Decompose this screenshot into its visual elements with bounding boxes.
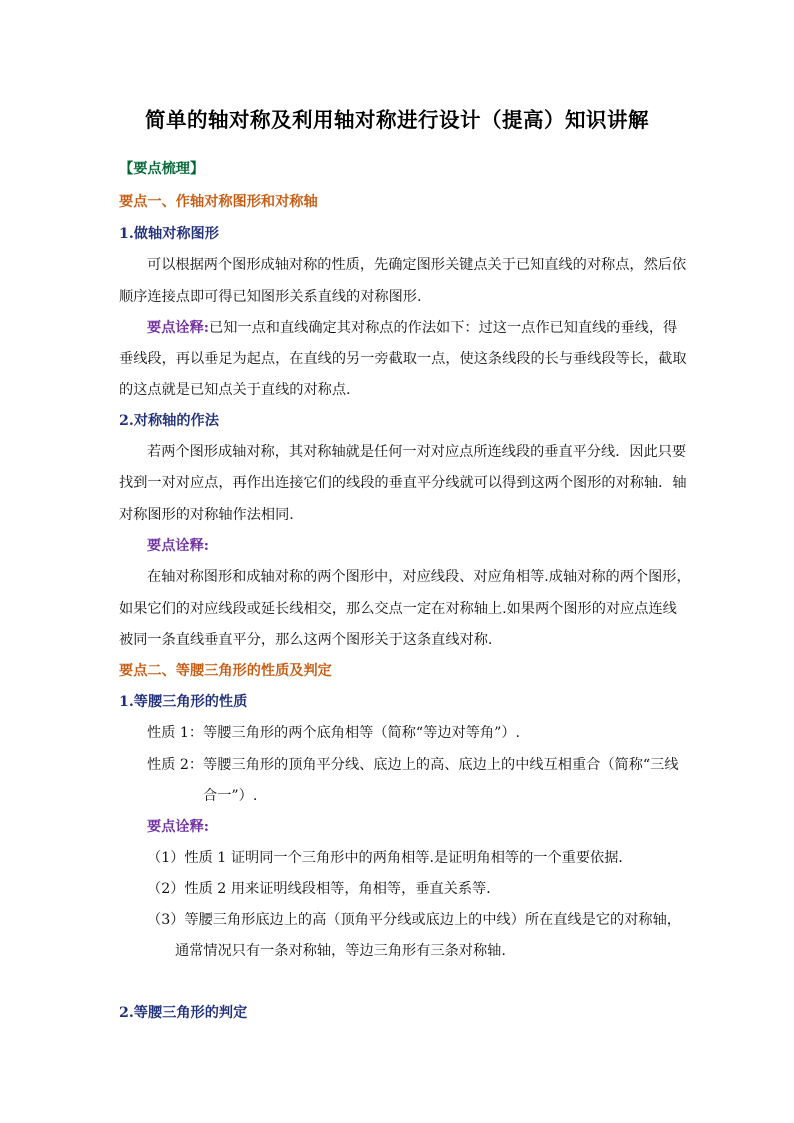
note-label: 要点诠释: bbox=[147, 819, 209, 835]
paragraph-line: 对称图形的对称轴作法相同. bbox=[119, 507, 294, 523]
note-text: 已知一点和直线确定其对称点的作法如下：过这一点作已知直线的垂线，得 bbox=[209, 320, 678, 336]
property-2: 性质 2：等腰三角形的顶角平分线、底边上的高、底边上的中线互相重合（简称“三线 bbox=[147, 757, 679, 773]
note-item: （1）性质 1 证明同一个三角形中的两角相等.是证明角相等的一个重要依据． bbox=[147, 850, 633, 866]
paragraph-line: 可以根据两个图形成轴对称的性质，先确定图形关键点关于已知直线的对称点，然后依 bbox=[147, 257, 687, 273]
point2-sub1-heading: 1.等腰三角形的性质 bbox=[119, 694, 248, 710]
note-line: 如果它们的对应线段或延长线相交，那么交点一定在对称轴上.如果两个图形的对应点连线 bbox=[119, 601, 677, 617]
note-line: 垂线段，再以垂足为起点，在直线的另一旁截取一点，使这条线段的长与垂线段等长，截取 bbox=[119, 351, 687, 367]
note-line: 在轴对称图形和成轴对称的两个图形中，对应线段、对应角相等.成轴对称的两个图形， bbox=[147, 569, 691, 585]
paragraph-line: 顺序连接点即可得已知图形关系直线的对称图形. bbox=[119, 289, 422, 305]
note-line: 的这点就是已知点关于直线的对称点. bbox=[119, 382, 351, 398]
point2-heading: 要点二、等腰三角形的性质及判定 bbox=[119, 663, 332, 679]
note-line: 被同一条直线垂直平分，那么这两个图形关于这条直线对称. bbox=[119, 632, 493, 648]
paragraph-line: 找到一对对应点，再作出连接它们的线段的垂直平分线就可以得到这两个图形的对称轴．轴 bbox=[119, 475, 687, 491]
point1-sub2-heading: 2.对称轴的作法 bbox=[119, 413, 219, 429]
note-row bbox=[147, 318, 677, 338]
page-title: 简单的轴对称及利用轴对称进行设计（提高）知识讲解 bbox=[145, 108, 649, 132]
note-item: （3）等腰三角形底边上的高（顶角平分线或底边上的中线）所在直线是它的对称轴， bbox=[147, 912, 681, 928]
note-label: 要点诠释: bbox=[147, 320, 209, 336]
note-item: （2）性质 2 用来证明线段相等，角相等，垂直关系等． bbox=[147, 881, 501, 897]
property-2-cont: 合一”）. bbox=[203, 788, 258, 804]
paragraph-line: 若两个图形成轴对称，其对称轴就是任何一对对应点所连线段的垂直平分线．因此只要 bbox=[147, 444, 687, 460]
point1-heading: 要点一、作轴对称图形和对称轴 bbox=[119, 194, 318, 210]
point1-sub1-heading: 1.做轴对称图形 bbox=[119, 226, 219, 242]
note-item-cont: 通常情况只有一条对称轴，等边三角形有三条对称轴. bbox=[175, 943, 506, 959]
section-header: 【要点梳理】 bbox=[119, 161, 205, 177]
property-1: 性质 1：等腰三角形的两个底角相等（简称“等边对等角”）. bbox=[147, 725, 521, 741]
note-label: 要点诠释: bbox=[147, 538, 209, 554]
point2-sub2-heading: 2.等腰三角形的判定 bbox=[119, 1005, 248, 1021]
